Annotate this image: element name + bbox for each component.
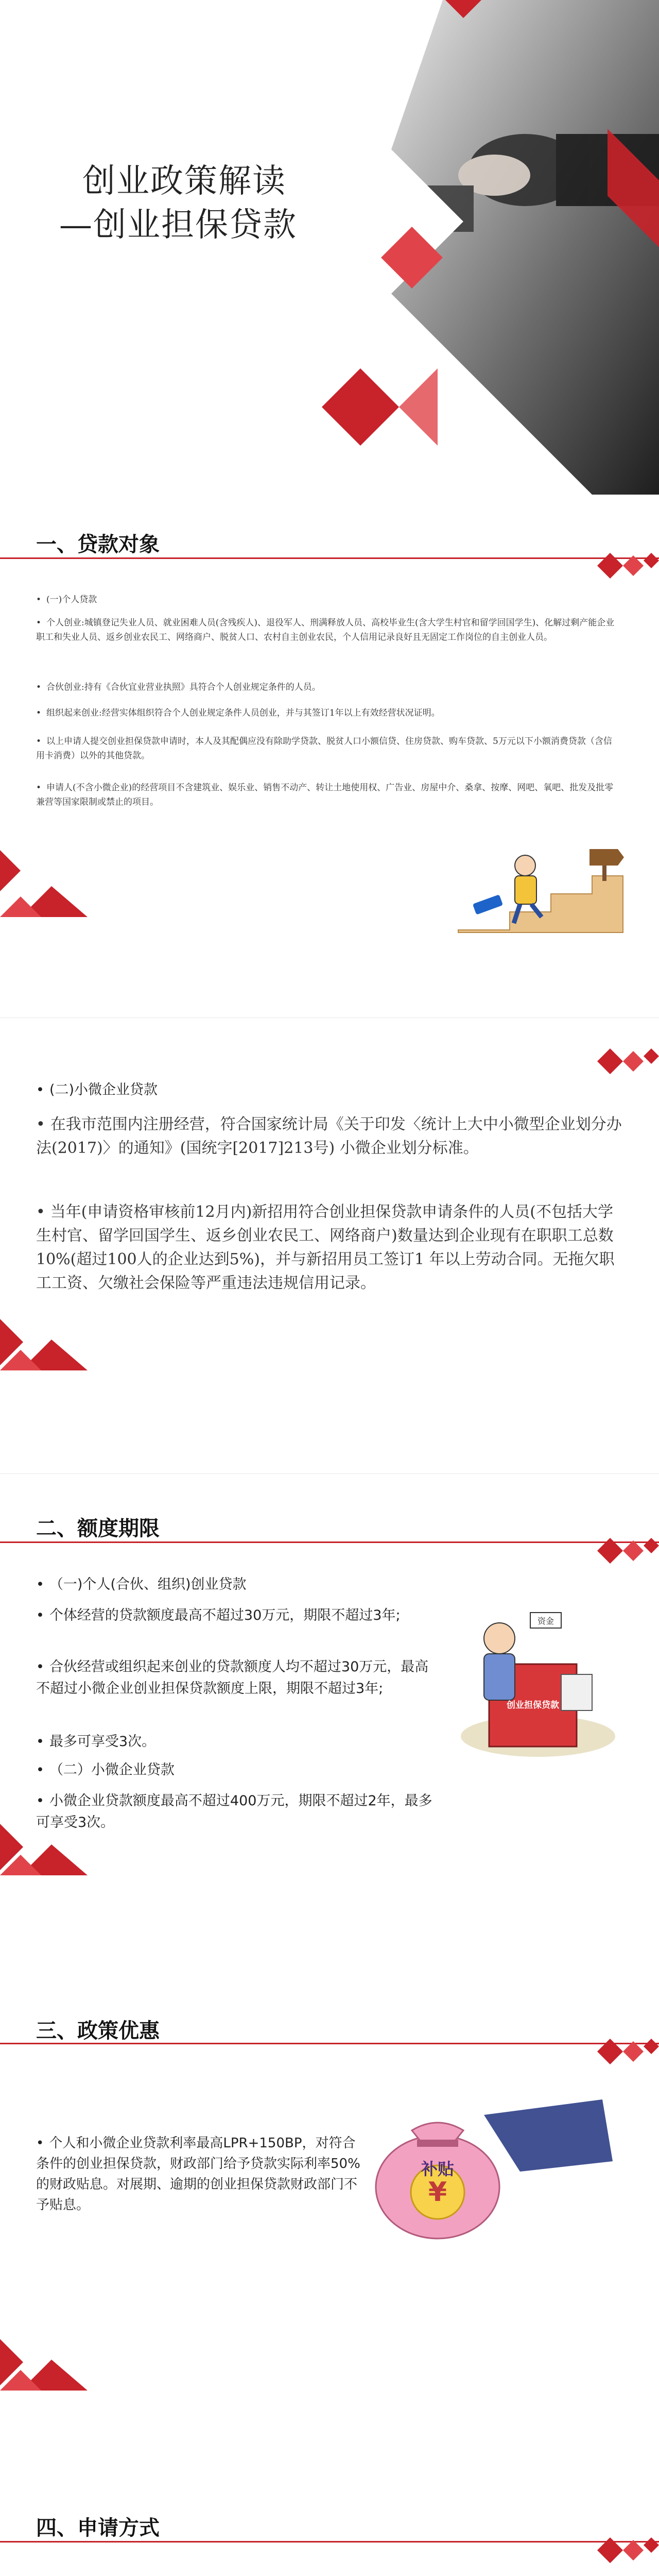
- s1-item-4: • 以上申请人提交创业担保贷款申请时，本人及其配偶应没有除助学贷款、脱贫人口小额信贷、住房贷款、购车贷款、5万元以下小额消费贷款（含信用卡消费）以外的其他贷款。: [36, 736, 612, 761]
- s1-item-5-text: 申请人(不含小微企业)的经营项目不含建筑业、娱乐业、销售不动产、转让土地使用权、广告业、房屋中介、桑拿、按摩、网吧、氧吧、批发及批零兼营等国家限制或禁止的项目。: [36, 783, 614, 807]
- section-2-rule: [0, 1541, 659, 1543]
- s2-item-1-text: 个体经营的贷款额度最高不超过30万元，期限不超过3年;: [49, 1607, 401, 1623]
- section-4-rule: [0, 2541, 659, 2543]
- section-1-bottom-left-deco: [0, 850, 103, 917]
- s2-item-0: • （一)个人(合伙、组织)创业贷款: [36, 1577, 247, 1592]
- loan-illustration: [453, 1602, 623, 1772]
- section-1b-bottom-left-deco: [0, 1319, 103, 1370]
- s3-text-body: 个人和小微企业贷款利率最高LPR+150BP，对符合条件的创业担保贷款，财政部门给予贷款实际利率50%的财政贴息。对展期、逾期的创业担保贷款财政部门不予贴息。: [36, 2136, 360, 2213]
- s2-item-4: • （二）小微企业贷款: [36, 1762, 175, 1778]
- section-3-corner-deco: [587, 2036, 659, 2067]
- cover-photo: [0, 0, 659, 495]
- s2-item-5: • 小微企业贷款额度最高不超过400万元，期限不超过2年，最多可享受3次。: [36, 1793, 432, 1831]
- section-2-title: 二、额度期限: [36, 1517, 160, 1540]
- section-2-bottom-left-deco: [0, 1824, 103, 1875]
- s1-item-1-text: 个人创业:城镇登记失业人员、就业困难人员(含残疾人)、退役军人、刑满释放人员、高校毕业生(含大学生村官和留学回国学生)、化解过剩产能企业职工和失业人员、返乡创业农民工、网络商户、脱贫人口、农村自主创业农民，个人信用记录良好且无固定工作岗位的自主创业人员。: [36, 618, 615, 642]
- panel-separator-2: [0, 1473, 659, 1474]
- s2-item-5-text: 小微企业贷款额度最高不超过400万元，期限不超过2年，最多可享受3次。: [36, 1793, 432, 1831]
- section-1-rule: [0, 557, 659, 559]
- s1b-item-0-text: (二)小微企业贷款: [49, 1082, 158, 1098]
- section-4-corner-deco: [587, 2535, 659, 2566]
- s1-item-0: • (一)个人贷款: [36, 595, 97, 605]
- s2-item-3: • 最多可享受3次。: [36, 1734, 156, 1750]
- s1-item-3: • 组织起来创业:经营实体组织符合个人创业规定条件人员创业，并与其签订1年以上有效经营状况证明。: [36, 708, 440, 718]
- cover-panel: [0, 0, 659, 495]
- s1-item-5: • 申请人(不含小微企业)的经营项目不含建筑业、娱乐业、销售不动产、转让土地使用权、广告业、房屋中介、桑拿、按摩、网吧、氧吧、批发及批零兼营等国家限制或禁止的项目。: [36, 783, 614, 807]
- s1b-item-0: • (二)小微企业贷款: [36, 1082, 158, 1098]
- s2-item-3-text: 最多可享受3次。: [49, 1734, 156, 1750]
- s2-item-1: • 个体经营的贷款额度最高不超过30万元，期限不超过3年;: [36, 1607, 401, 1623]
- s1b-item-2-text: 当年(申请资格审核前12月内)新招用符合创业担保贷款申请条件的人员(不包括大学生村官、留学回国学生、返乡创业农民工、网络商户)数量达到企业现有在职职工总数10%(超过100人的企业达到5%)，并与新招用员工签订1 年以上劳动合同。无拖欠职工工资、欠缴社会保险等严重违法违规信用记录。: [36, 1203, 615, 1292]
- s1-item-4-text: 以上申请人提交创业担保贷款申请时，本人及其配偶应没有除助学贷款、脱贫人口小额信贷、住房贷款、购车贷款、5万元以下小额消费贷款（含信用卡消费）以外的其他贷款。: [36, 736, 612, 761]
- s2-item-4-text: （二）小微企业贷款: [49, 1762, 175, 1778]
- section-4-title: 四、申请方式: [36, 2516, 160, 2540]
- section-3-rule: [0, 2043, 659, 2044]
- section-2-corner-deco: [587, 1535, 659, 1566]
- s1b-item-1: • 在我市范围内注册经营，符合国家统计局《关于印发〈统计上大中小微型企业划分办法(2017)〉的通知》(国统字[2017]213号) 小微企业划分标准。: [36, 1115, 622, 1157]
- section-3-title: 三、政策优惠: [36, 2019, 160, 2043]
- section-1-title: 一、贷款对象: [36, 533, 160, 556]
- s1-item-2-text: 合伙创业:持有《合伙宜业营业执照》具符合个人创业规定条件的人员。: [46, 682, 321, 692]
- cover-title-line2: —创业担保贷款: [59, 206, 297, 244]
- loan-illustration-tag: 资金: [537, 1616, 554, 1626]
- s2-item-0-text: （一)个人(合伙、组织)创业贷款: [49, 1577, 247, 1592]
- cover-title-line1: 创业政策解读: [82, 162, 286, 200]
- section-3-bottom-left-deco: [0, 2339, 103, 2391]
- s1-item-3-text: 组织起来创业:经营实体组织符合个人创业规定条件人员创业，并与其签订1年以上有效经营状况证明。: [46, 708, 440, 718]
- section-1-corner-deco: [587, 550, 659, 581]
- loan-illustration-sign: 创业担保贷款: [507, 1700, 559, 1710]
- s1b-item-2: • 当年(申请资格审核前12月内)新招用符合创业担保贷款申请条件的人员(不包括大学生村官、留学回国学生、返乡创业农民工、网络商户)数量达到企业现有在职职工总数10%(超过100人的企业达到5%)，并与新招用员工签订1 年以上劳动合同。无拖欠职工工资、欠缴社会保险等严重违法违规信用记录。: [36, 1203, 615, 1292]
- s3-text: • 个人和小微企业贷款利率最高LPR+150BP，对符合条件的创业担保贷款，财政部门给予贷款实际利率50%的财政贴息。对展期、逾期的创业担保贷款财政部门不予贴息。: [36, 2136, 360, 2213]
- s2-item-2-text: 合伙经营或组织起来创业的贷款额度人均不超过30万元，最高不超过小微企业创业担保贷款额度上限，期限不超过3年;: [36, 1659, 429, 1697]
- climbing-stairs-illustration: [453, 835, 628, 938]
- s2-item-2: • 合伙经营或组织起来创业的贷款额度人均不超过30万元，最高不超过小微企业创业担保贷款额度上限，期限不超过3年;: [36, 1659, 429, 1697]
- s4-login: [36, 2573, 499, 2576]
- subsidy-bag-label: 补贴: [421, 2159, 454, 2179]
- s1-item-2: • 合伙创业:持有《合伙宜业营业执照》具符合个人创业规定条件的人员。: [36, 682, 321, 692]
- s1-item-0-text: (一)个人贷款: [46, 595, 97, 605]
- subsidy-bag-illustration: [366, 2094, 623, 2244]
- s1b-item-1-text: 在我市范围内注册经营，符合国家统计局《关于印发〈统计上大中小微型企业划分办法(2017)〉的通知》(国统字[2017]213号) 小微企业划分标准。: [36, 1115, 622, 1157]
- s1-item-1: • 个人创业:城镇登记失业人员、就业困难人员(含残疾人)、退役军人、刑满释放人员、高校毕业生(含大学生村官和留学回国学生)、化解过剩产能企业职工和失业人员、返乡创业农民工、网络商户、脱贫人口、农村自主创业农民，个人信用记录良好且无固定工作岗位的自主创业人员。: [36, 618, 615, 642]
- subsidy-bag-yen: ¥: [428, 2177, 447, 2208]
- section-1b-corner-deco: [592, 1048, 659, 1074]
